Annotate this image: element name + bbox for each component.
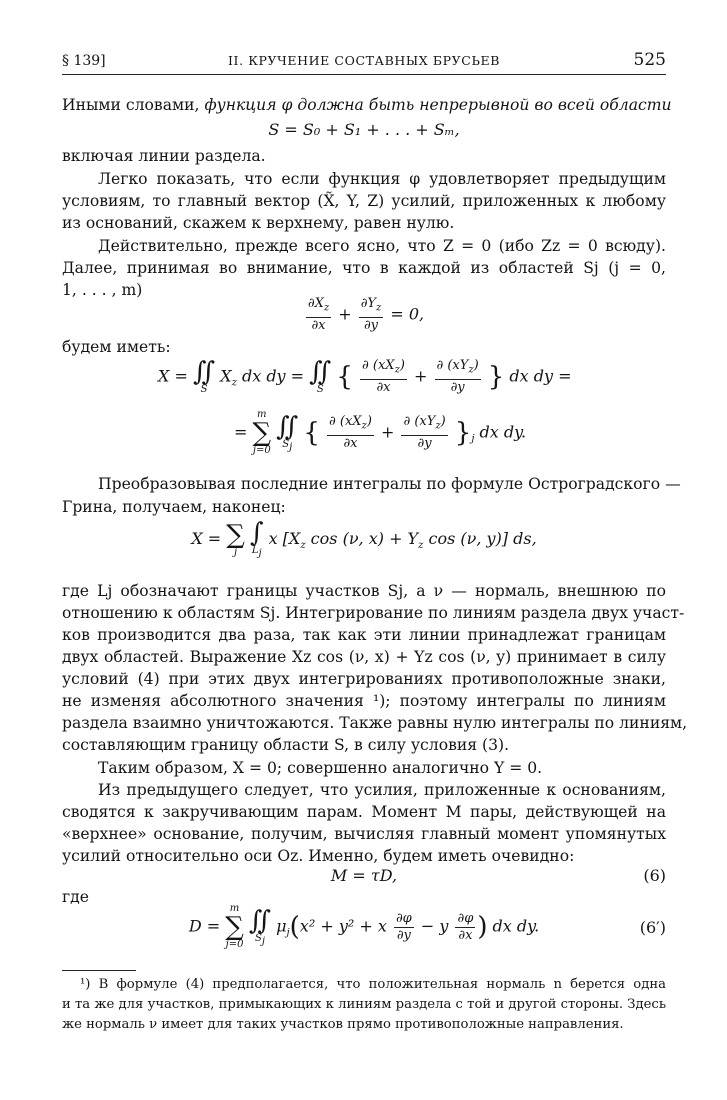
text-line: включая линии раздела. [62, 147, 266, 165]
equation-number: (6) [643, 866, 666, 885]
text-line: будем иметь: [62, 338, 171, 356]
text-line: не изменяя абсолютного значения ¹); поэтому интегралы по линиям [62, 692, 666, 710]
text-line: Далее, принимая во внимание, что в каждой из областей Sj (j = 0, [62, 259, 666, 277]
text-line: Таким образом, X = 0; совершенно аналогично Y = 0. [98, 759, 543, 777]
text-line: ков производится два раза, так как эти линии принадлежат границам [62, 626, 666, 644]
equation-number: (6′) [639, 918, 666, 937]
equation-divergence: $\frac{\partial X_z}{\partial x}$ + $\frac{\partial Y_z}{\partial y}$ = 0, [307, 296, 425, 333]
text-line: Действительно, прежде всего ясно, что Z = 0 (ибо Zz = 0 всюду). [98, 237, 666, 255]
header-rule [62, 74, 666, 75]
equation-x-integral-2: = m ∑ j=0 ∬ $S_j$ { $\frac{\partial (xX_z)}{\partial x}$ + $\frac{\partial (xY_z)}{\partial y}$ }$_j$ dx dy. [234, 409, 527, 456]
text-line: условий (4) при этих двух интегрированиях противоположные знаки, [62, 670, 666, 688]
text-line: раздела взаимно уничтожаются. Также равны нулю интегралы по линиям, [62, 714, 688, 732]
text-line: двух областей. Выражение Xz cos (ν, x) + Yz cos (ν, y) принимает в силу [62, 648, 666, 666]
text-line: Легко показать, что если функция φ удовлетворяет предыдущим [98, 170, 666, 188]
equation-moment: M = τD, [330, 866, 398, 885]
text-line: 1, . . . , m) [62, 281, 143, 299]
text-line: усилий относительно оси Oz. Именно, будем иметь очевидно: [62, 847, 575, 865]
footnote-rule [62, 970, 136, 971]
equation-s-union: S = S₀ + S₁ + . . . + Sₘ, [268, 120, 460, 139]
text-line: «верхнее» основание, получим, вычисляя главный момент упомянутых [62, 825, 666, 843]
footnote-line: ¹) В формуле (4) предполагается, что положительная нормаль n берется одна [80, 977, 666, 992]
equation-torsional-rigidity: D = m ∑ j=0 ∬ $S_j$ $\mu_j(x^2 + y^2 + x$ $\frac{\partial\varphi}{\partial y}$ − y $\frac{\partial\varphi}{\partial x}$ ) dx dy. [188, 903, 540, 950]
footnote-line: и та же для участков, примыкающих к линиям раздела с той и другой стороны. Здесь [62, 997, 666, 1012]
equation-green: X = ∑ j ∫ $L_j$ x [$X_z$ cos (ν, $x) + Y_z$ cos (ν, y)] ds, [191, 518, 537, 559]
text-line: Иными словами, функция φ должна быть непрерывной во всей области [62, 96, 672, 114]
text-line: отношению к областям Sj. Интегрирование по линиям раздела двух участ- [62, 604, 685, 622]
equation-x-integral-1: X = ∬ S $X_z$ dx dy = ∬ S { $\frac{\partial (xX_z)}{\partial x}$ + $\frac{\partial (xY_z)}{\partial y}$ } dx dy = [158, 356, 572, 395]
text-line: сводятся к закручивающим парам. Момент M пары, действующей на [62, 803, 666, 821]
text-line: Преобразовывая последние интегралы по формуле Остроградского — [98, 475, 681, 493]
text-line: где [62, 888, 89, 906]
section-number: § 139] [62, 53, 106, 69]
chapter-title: II. КРУЧЕНИЕ СОСТАВНЫХ БРУСЬЕВ [228, 53, 500, 68]
running-header [62, 50, 666, 72]
text-line: Грина, получаем, наконец: [62, 498, 286, 516]
text-line: Из предыдущего следует, что усилия, приложенные к основаниям, [98, 781, 666, 799]
text-line: условиям, то главный вектор (X̃, Y, Z) усилий, приложенных к любому [62, 192, 666, 210]
footnote-line: же нормаль ν имеет для таких участков прямо противоположные направления. [62, 1017, 624, 1032]
text-line: где Lj обозначают границы участков Sj, а ν — нормаль, внешнюю по [62, 582, 666, 600]
text-line: из оснований, скажем к верхнему, равен нулю. [62, 214, 455, 232]
page-number: 525 [633, 50, 666, 70]
text-line: составляющим границу области S, в силу условия (3). [62, 736, 510, 754]
